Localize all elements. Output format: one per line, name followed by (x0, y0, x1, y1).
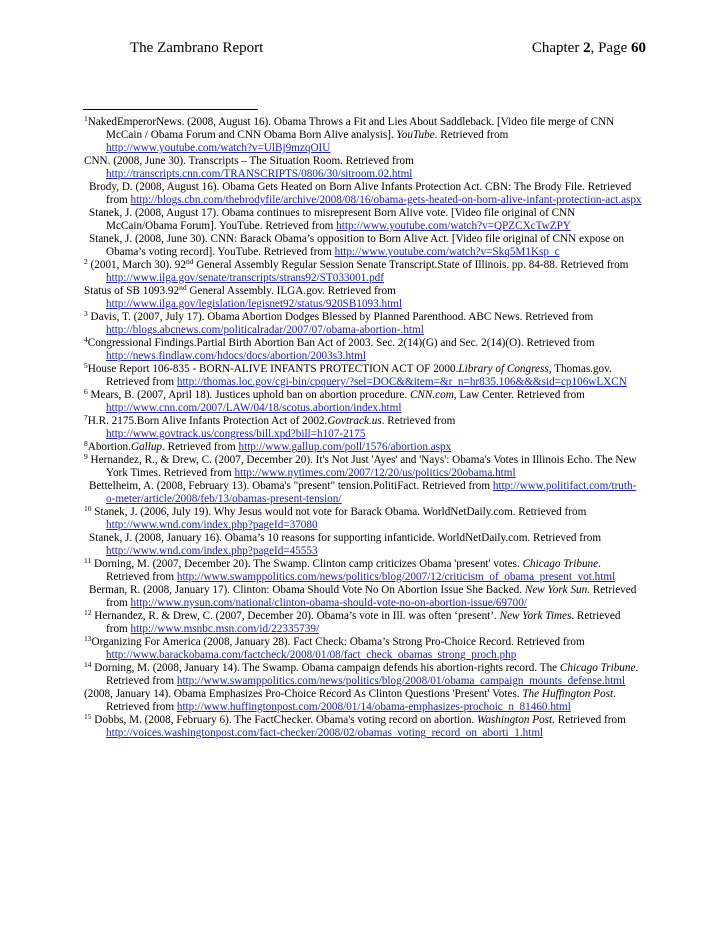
publication-title: New York Times (499, 610, 572, 622)
citation-text: . Retrieved from (106, 558, 601, 583)
reference-link[interactable]: http://www.nysun.com/national/clinton-obama-should-vote-no-on-abortion-issue/69700/ (130, 597, 527, 609)
footnote-entry (84, 337, 644, 363)
footnote-marker: 7 (84, 413, 88, 422)
reference-link[interactable]: http://www.huffingtonpost.com/2008/01/14/obama-emphasizes-prochoic_n_81460.html (176, 701, 571, 713)
footnote-entry (84, 389, 644, 415)
citation-text: , Law Center. Retrieved from (453, 389, 585, 401)
citation-text: H.R. 2175.Born Alive Infants Protection Act of 2002. (87, 415, 328, 427)
reference-link[interactable]: http://www.ilga.gov/senate/transcripts/strans92/ST033001.pdf (106, 272, 384, 284)
publication-title: Govtrack.us (327, 415, 382, 427)
publication-title: Library of Congress (458, 363, 549, 375)
publication-title: The Huffington Post (522, 688, 614, 700)
citation-text: Dorning, M. (2008, January 14). The Swamp. Obama campaign defends his abortion-rights record. The (91, 662, 560, 674)
citation-text: Organizing For America (2008, January 28). Fact Check: Obama’s Strong Pro-Choice Record. Retrieved from (91, 636, 585, 648)
citation-text: (2001, March 30). 92 (87, 259, 186, 271)
citation-text: . Retrieved from (106, 610, 621, 635)
reference-link[interactable]: http://www.barackobama.com/factcheck/2008/01/08/fact_check_obamas_strong_proch.php (106, 649, 517, 661)
citation-text: . Retrieved from (162, 441, 239, 453)
publication-title: Washington Post (477, 714, 553, 726)
publication-title: CNN.com (409, 389, 454, 401)
footnote-entry (84, 480, 644, 506)
chapter-page-label: Chapter 2, Page 60 (531, 40, 646, 56)
footnote-entry (84, 688, 644, 714)
footnote-marker: nd (185, 257, 194, 266)
reference-link[interactable]: http://www.wnd.com/index.php?pageId=45553 (106, 545, 318, 557)
citation-text: , Thomas.gov. Retrieved from (106, 363, 612, 388)
reference-link[interactable]: http://www.youtube.com/watch?v=UlBj9mzqOIU (106, 142, 331, 154)
reference-link[interactable]: http://www.politifact.com/truth-o-meter/article/2008/feb/13/obamas-present-tension/ (106, 480, 637, 505)
footnote-entry (84, 636, 644, 662)
citation-text: Bettelheim, A. (2008, February 13). Obama's "present" tension.PolitiFact. Retrieved from (89, 480, 493, 492)
citation-text: . Retrieved from (106, 584, 637, 609)
footnote-marker: 1 (84, 114, 88, 123)
footnote-marker: 5 (84, 361, 88, 370)
footnotes-list (84, 116, 644, 740)
citation-text: House Report 106-835 - BORN-ALIVE INFANTS PROTECTION ACT OF 2000. (87, 363, 459, 375)
citation-text: Hernandez, R., & Drew, C. (2007, December 20). It's Not Just 'Ayes' and 'Nays': Obama's Votes in Illinois Echo. The New York Times. Retrieved from (87, 454, 637, 479)
footnote-marker: 11 (84, 556, 92, 565)
publication-title: New York Sun (524, 584, 588, 596)
reference-link[interactable]: http://blogs.cbn.com/thebrodyfile/archive/2008/08/16/obama-gets-heated-on-born-alive-infant-protection-act.aspx (130, 194, 642, 206)
reference-link[interactable]: http://www.nytimes.com/2007/12/20/us/politics/20obama.html (234, 467, 516, 479)
footnote-entry (84, 506, 644, 532)
citation-text: . Retrieved from (106, 662, 639, 687)
footnote-entry (84, 415, 644, 441)
citation-text: Brody, D. (2008, August 16). Obama Gets Heated on Born Alive Infants Protection Act. CBN: The Brody File. Retrieved from (89, 181, 632, 206)
citation-text: . Retrieved from (106, 688, 616, 713)
reference-link[interactable]: http://www.msnbc.msn.com/id/22335739/ (130, 623, 320, 635)
page-number: 60 (631, 40, 646, 56)
citation-text: Dorning, M. (2007, December 20). The Swamp. Clinton camp criticizes Obama 'present' votes. (91, 558, 523, 570)
report-title: The Zambrano Report (130, 40, 264, 56)
footnote-marker: nd (179, 283, 187, 292)
footnote-marker: 13 (84, 634, 92, 643)
footnote-marker: 15 (84, 712, 92, 721)
citation-text: Dobbs, M. (2008, February 6). The FactChecker. Obama's voting record on abortion. (91, 714, 478, 726)
footnote-entry (84, 454, 644, 480)
footnote-entry (84, 532, 644, 558)
reference-link[interactable]: http://www.gallup.com/poll/1576/abortion.aspx (238, 441, 452, 453)
citation-text: Stanek, J. (2008, June 30). CNN: Barack Obama’s opposition to Born Alive Act. [Video file original of CNN expose on Obama’s voting record]. YouTube. Retrieved from (89, 233, 625, 258)
citation-text: General Assembly Regular Session Senate Transcript.State of Illinois. pp. 84-88. Retrieved from (193, 259, 629, 271)
footnote-entry (84, 207, 644, 233)
footnote-entry (84, 155, 644, 181)
footnote-entry (84, 584, 644, 610)
reference-link[interactable]: http://www.ilga.gov/legislation/legisnet92/status/920SB1093.html (106, 298, 403, 310)
reference-link[interactable]: http://www.youtube.com/watch?v=QPZCXcTwZPY (336, 220, 571, 232)
footnote-entry (84, 662, 644, 688)
footnote-entry (84, 610, 644, 636)
footnote-entry (84, 558, 644, 584)
citation-text: . Retrieved from (381, 415, 456, 427)
footnote-entry (84, 441, 644, 454)
citation-text: Stanek, J. (2008, January 16). Obama’s 10 reasons for supporting infanticide. WorldNetDaily.com. Retrieved from (89, 532, 602, 544)
footnote-entry (84, 233, 644, 259)
reference-link[interactable]: http://blogs.abcnews.com/politicalradar/2007/07/obama-abortion-.html (106, 324, 424, 336)
publication-title: Gallup (130, 441, 163, 453)
citation-text: . Retrieved from (434, 129, 509, 141)
publication-title: Chicago Tribune (559, 662, 636, 674)
reference-link[interactable]: http://thomas.loc.gov/cgi-bin/cpquery/?sel=DOC&&item=&r_n=hr835.106&&&sid=cp106wLXCN (176, 376, 627, 388)
citation-text: NakedEmperorNews. (2008, August 16). Obama Throws a Fit and Lies About Saddleback. [Video file merge of CNN McCain / Obama Forum and CNN Obama Born Alive analysis]. (87, 116, 615, 141)
footnote-marker: 12 (84, 608, 92, 617)
publication-title: YouTube (396, 129, 435, 141)
citation-text: (2008, January 14). Obama Emphasizes Pro-Choice Record As Clinton Questions 'Present' Votes. (84, 688, 523, 700)
citation-text: General Assembly. ILGA.gov. Retrieved from (186, 285, 396, 297)
reference-link[interactable]: http://voices.washingtonpost.com/fact-checker/2008/02/obamas_voting_record_on_aborti_1.html (106, 727, 544, 739)
reference-link[interactable]: http://www.youtube.com/watch?v=Skq5M1Ksp_c (334, 246, 560, 258)
footnote-separator (83, 109, 258, 110)
citation-text: CNN. (2008, June 30). Transcripts – The Situation Room. Retrieved from (84, 155, 414, 167)
chapter-number: 2 (583, 40, 591, 56)
footnote-entry (84, 181, 644, 207)
citation-text: . Retrieved from (552, 714, 626, 726)
footnote-entry (84, 285, 644, 311)
footnote-entry (84, 311, 644, 337)
citation-text: Status of SB 1093.92 (84, 285, 180, 297)
citation-text: Stanek, J. (2006, July 19). Why Jesus would not vote for Barack Obama. WorldNetDaily.com. Retrieved from (91, 506, 587, 518)
footnote-marker: 4 (84, 335, 88, 344)
citation-text: Stanek, J. (2008, August 17). Obama continues to misrepresent Born Alive vote. [Video file original of CNN McCain/Obama Forum]. YouTube. Retrieved from (89, 207, 576, 232)
citation-text: Berman, R. (2008, January 17). Clinton: Obama Should Vote No On Abortion Issue She Backed. (89, 584, 525, 596)
citation-text: Hernandez, R. & Drew, C. (2007, December 20). Obama’s vote in Ill. was often ‘present’. (91, 610, 500, 622)
footnote-marker: 14 (84, 660, 92, 669)
footnote-entry (84, 714, 644, 740)
reference-link[interactable]: http://www.govtrack.us/congress/bill.xpd?bill=h107-2175 (106, 428, 366, 440)
footnote-entry (84, 259, 644, 285)
reference-link[interactable]: http://transcripts.cnn.com/TRANSCRIPTS/0806/30/sitroom.02.html (106, 168, 413, 180)
reference-link[interactable]: http://www.swamppolitics.com/news/politics/blog/2008/01/obama_campaign_mounts_defense.html (176, 675, 626, 687)
reference-link[interactable]: http://news.findlaw.com/hdocs/docs/abortion/2003s3.html (106, 350, 366, 362)
reference-link[interactable]: http://www.cnn.com/2007/LAW/04/18/scotus.abortion/index.html (106, 402, 402, 414)
reference-link[interactable]: http://www.wnd.com/index.php?pageId=37080 (106, 519, 318, 531)
publication-title: Chicago Tribune (522, 558, 599, 570)
footnote-marker: 10 (84, 504, 92, 513)
footnote-entry (84, 363, 644, 389)
footnote-marker: 9 (84, 452, 88, 461)
citation-text: Davis, T. (2007, July 17). Obama Abortion Dodges Blessed by Planned Parenthood. ABC News. Retrieved from (87, 311, 594, 323)
page-header (130, 40, 646, 60)
footnote-marker: 2 (84, 257, 88, 266)
citation-text: Mears, B. (2007, April 18). Justices uphold ban on abortion procedure. (87, 389, 410, 401)
reference-link[interactable]: http://www.swamppolitics.com/news/politics/blog/2007/12/criticism_of_obama_present_vot.html (176, 571, 616, 583)
footnote-entry (84, 116, 644, 155)
footnote-marker: 6 (84, 387, 88, 396)
footnote-marker: 8 (84, 439, 88, 448)
citation-text: Abortion. (87, 441, 131, 453)
footnote-marker: 3 (84, 309, 88, 318)
citation-text: Congressional Findings.Partial Birth Abortion Ban Act of 2003. Sec. 2(14)(G) and Sec. 2(14)(O). Retrieved from (87, 337, 595, 349)
